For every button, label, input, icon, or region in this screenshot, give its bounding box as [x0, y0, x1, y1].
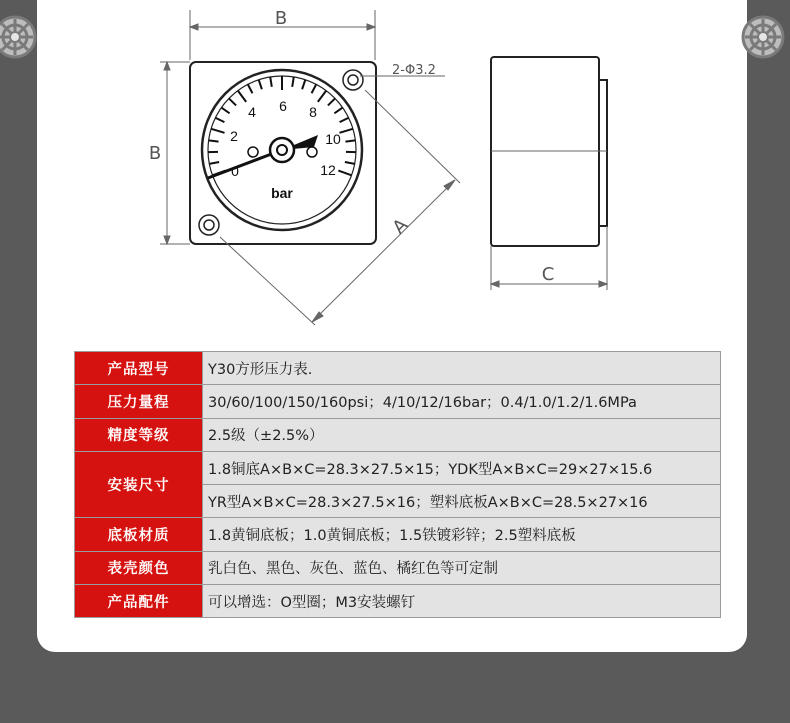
dimension-b-left [160, 62, 190, 244]
row-label: 压力量程 [75, 385, 203, 418]
table-row [75, 385, 721, 418]
gauge-front-view [190, 62, 376, 244]
dial-number: 10 [325, 131, 341, 147]
table-row [75, 551, 721, 584]
dial-number: 8 [309, 104, 317, 120]
row-label: 安装尺寸 [75, 451, 203, 518]
row-value: 1.8铜底A×B×C=28.3×27.5×15；YDK型A×B×C=29×27×15.6 [203, 451, 721, 484]
table-row [75, 451, 721, 484]
dim-b-left-label: B [148, 143, 162, 164]
row-value: 2.5级（±2.5%） [203, 418, 721, 451]
dim-c-label: C [541, 264, 555, 285]
row-label: 产品型号 [75, 352, 203, 385]
row-value: 乳白色、黑色、灰色、蓝色、橘红色等可定制 [203, 551, 721, 584]
technical-drawing [0, 0, 790, 340]
dial-number: 2 [230, 128, 238, 144]
dial-unit: bar [271, 185, 293, 201]
row-value: 可以增选：O型圈；M3安装螺钉 [203, 585, 721, 618]
dial-number: 4 [248, 104, 256, 120]
row-value: Y30方形压力表. [203, 352, 721, 385]
row-value: 1.8黄铜底板；1.0黄铜底板；1.5铁镀彩锌；2.5塑料底板 [203, 518, 721, 551]
dial-number: 12 [320, 162, 336, 178]
table-row [75, 418, 721, 451]
table-row [75, 585, 721, 618]
dim-hole-label: 2-Φ3.2 [392, 63, 436, 78]
dim-a-label: A [388, 214, 413, 239]
row-label: 精度等级 [75, 418, 203, 451]
dial-number: 0 [231, 163, 239, 179]
gauge-side-view [491, 57, 607, 246]
table-row [75, 352, 721, 385]
dial-tick [345, 140, 355, 141]
spec-table [74, 351, 721, 618]
row-label: 表壳颜色 [75, 551, 203, 584]
row-value: YR型A×B×C=28.3×27.5×16；塑料底板A×B×C=28.5×27×16 [203, 485, 721, 518]
dial-number: 6 [279, 98, 287, 114]
dial-tick [209, 140, 219, 141]
row-label: 底板材质 [75, 518, 203, 551]
dim-b-top-label: B [274, 8, 288, 29]
row-label: 产品配件 [75, 585, 203, 618]
row-value: 30/60/100/150/160psi；4/10/12/16bar；0.4/1.0/1.2/1.6MPa [203, 385, 721, 418]
table-row [75, 518, 721, 551]
